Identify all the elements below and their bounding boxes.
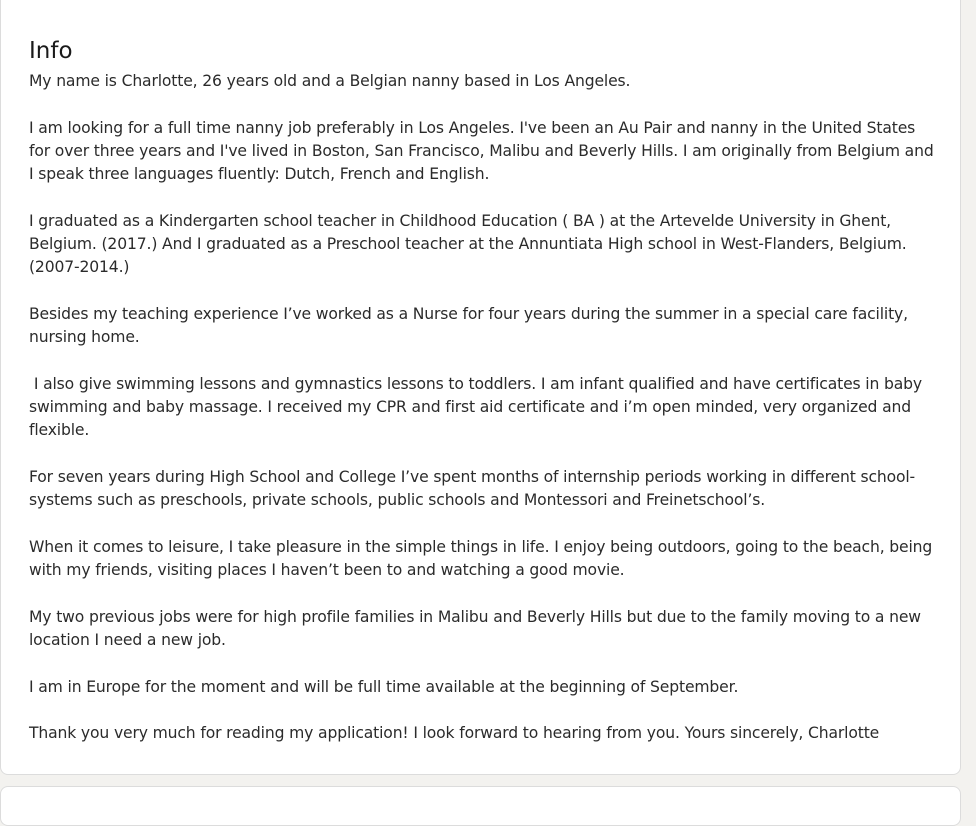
section-title: Info bbox=[29, 38, 73, 64]
info-paragraph: Thank you very much for reading my application! I look forward to hearing from you. Yours sincerely, Charlotte bbox=[29, 724, 880, 743]
info-paragraph: My two previous jobs were for high profile families in Malibu and Beverly Hills but due to the family moving to a new location I need a new job. bbox=[29, 607, 926, 650]
info-paragraph: I graduated as a Kindergarten school teacher in Childhood Education ( BA ) at the Artevelde University in Ghent, Belgium. (2017.) And I graduated as a Preschool teacher at the Annuntiata High school in West-Flanders, Belgium. (2007-2014.) bbox=[29, 211, 912, 277]
info-paragraph: My name is Charlotte, 26 years old and a Belgian nanny based in Los Angeles. bbox=[29, 72, 631, 90]
info-paragraph: I also give swimming lessons and gymnastics lessons to toddlers. I am infant qualified and have certificates in baby swimming and baby massage. I received my CPR and first aid certificate and i’m open minded, very organized and flexible. bbox=[29, 374, 927, 440]
info-paragraph: For seven years during High School and College I’ve spent months of internship periods working in different school-systems such as preschools, private schools, public schools and Montessori and Freinetschool’s. bbox=[29, 468, 916, 510]
info-body bbox=[29, 70, 939, 746]
info-paragraph: Besides my teaching experience I’ve worked as a Nurse for four years during the summer in a special care facility, nursing home. bbox=[29, 304, 913, 347]
next-card bbox=[0, 786, 961, 826]
info-paragraph: I am looking for a full time nanny job preferably in Los Angeles. I've been an Au Pair and nanny in the United States for over three years and I've lived in Boston, San Francisco, Malibu and Beverly Hills. I am originally from Belgium and I speak three languages fluently: Dutch, French and English. bbox=[29, 118, 939, 184]
info-paragraph: I am in Europe for the moment and will be full time available at the beginning of September. bbox=[29, 677, 739, 696]
info-paragraph: When it comes to leisure, I take pleasure in the simple things in life. I enjoy being outdoors, going to the beach, being with my friends, visiting places I haven’t been to and watching a good movie. bbox=[29, 537, 937, 580]
